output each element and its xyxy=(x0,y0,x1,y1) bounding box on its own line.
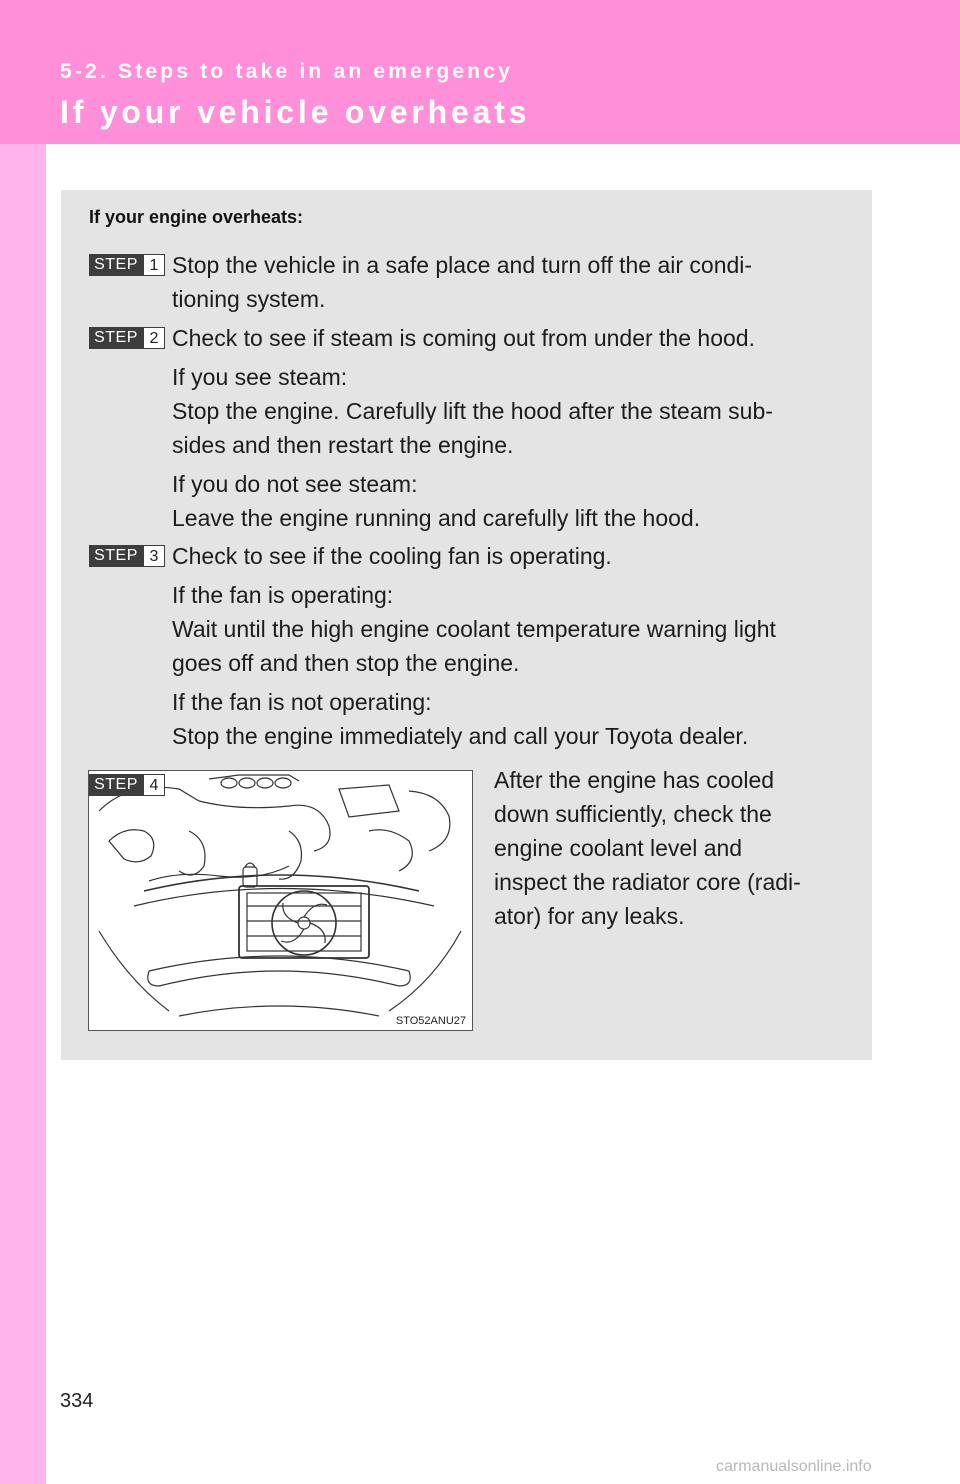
step-3-main: Check to see if the cooling fan is operating. xyxy=(172,543,612,569)
section-label: 5-2. Steps to take in an emergency xyxy=(60,60,514,83)
side-strip xyxy=(0,144,46,1484)
step-number: 2 xyxy=(143,327,165,349)
step-2-case-1-condition: If you see steam: xyxy=(172,364,348,390)
step-3-case-1-line-2: goes off and then stop the engine. xyxy=(172,650,520,676)
step-label: STEP xyxy=(89,774,143,796)
step-number: 4 xyxy=(143,774,165,796)
step-number: 1 xyxy=(143,254,165,276)
step-number: 3 xyxy=(143,545,165,567)
header-band xyxy=(0,0,960,144)
step-label: STEP xyxy=(89,327,143,349)
step-4-line-2: down sufficiently, check the xyxy=(494,801,772,827)
watermark: carmanualsonline.info xyxy=(716,1458,872,1475)
step-3-case-1-line-1: Wait until the high engine coolant temperature warning light xyxy=(172,616,776,642)
step-3-case-1-condition: If the fan is operating: xyxy=(172,582,394,608)
step-2-case-1-line-2: sides and then restart the engine. xyxy=(172,432,514,458)
step-1-line-1: Stop the vehicle in a safe place and turn off the air condi- xyxy=(172,252,753,278)
engine-bay-drawing xyxy=(89,771,472,1030)
step-4-badge xyxy=(89,774,165,796)
step-4-line-4: inspect the radiator core (radi- xyxy=(494,869,801,895)
step-3-case-2-line-1: Stop the engine immediately and call your Toyota dealer. xyxy=(172,723,749,749)
step-label: STEP xyxy=(89,545,143,567)
figure-code: STO52ANU27 xyxy=(395,1015,466,1027)
step-4-line-1: After the engine has cooled xyxy=(494,767,775,793)
step-3-badge xyxy=(89,545,165,567)
step-1-line-2: tioning system. xyxy=(172,286,326,312)
step-2-badge xyxy=(89,327,165,349)
step-1-badge xyxy=(89,254,165,276)
step-2-case-1-line-1: Stop the engine. Carefully lift the hood after the steam sub- xyxy=(172,398,773,424)
step-4-line-5: ator) for any leaks. xyxy=(494,903,685,929)
page-number: 334 xyxy=(60,1390,94,1412)
step-2-main: Check to see if steam is coming out from under the hood. xyxy=(172,325,755,351)
step-4-line-3: engine coolant level and xyxy=(494,835,743,861)
page-title: If your vehicle overheats xyxy=(60,94,531,130)
step-3-case-2-condition: If the fan is not operating: xyxy=(172,689,432,715)
step-4-text xyxy=(494,763,838,933)
step-label: STEP xyxy=(89,254,143,276)
step-2-case-2-condition: If you do not see steam: xyxy=(172,471,418,497)
panel-heading: If your engine overheats: xyxy=(89,207,304,227)
engine-bay-illustration xyxy=(88,770,473,1031)
step-2-case-2-line-1: Leave the engine running and carefully lift the hood. xyxy=(172,505,701,531)
